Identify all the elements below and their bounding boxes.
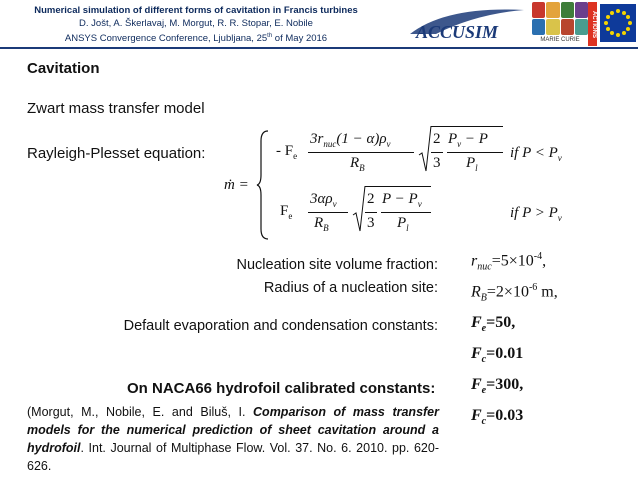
eq-case2-sqrt-bar (365, 186, 431, 187)
header-conference (20, 30, 372, 45)
eq-case2-den-r: R (314, 215, 324, 231)
eq-case2-three: 3 (367, 215, 375, 231)
default-constants-label: Default evaporation and condensation constants: (123, 318, 438, 334)
eq-case1-den-sub: B (359, 163, 365, 173)
portrait-1 (532, 2, 545, 18)
eq-case2-num-sub: v (332, 199, 337, 209)
eu-star-icon (606, 27, 610, 31)
portrait-2 (546, 2, 559, 18)
eu-star-icon (610, 31, 614, 35)
eq-case1-num-a: 3r (310, 131, 324, 147)
eu-star-icon (616, 9, 620, 13)
fe-default-text: =50, (486, 314, 516, 331)
eq-case1-sqrt-rest: − P (461, 131, 488, 147)
header-authors: D. Jošt, A. Škerlavaj, M. Morgut, R. R. Stopar, E. Nobile (79, 18, 313, 29)
rb-sub: B (480, 292, 487, 304)
eq-case2-sqrt-den-p: P (397, 215, 407, 231)
fc-cal-sym: F (471, 407, 482, 424)
rnuc-value (471, 251, 546, 273)
fe-cal-sym: F (471, 376, 482, 393)
rb-text: =2×10 (486, 283, 529, 301)
eq-case2-23-bar (365, 212, 377, 213)
eq-case1-sqrt-den-p: P (466, 155, 476, 171)
eu-star-icon (606, 15, 610, 19)
eu-star-icon (622, 11, 626, 15)
fe-default-sym: F (471, 314, 482, 331)
eq-case2-den-sub: B (323, 223, 329, 233)
eq-case2-two: 2 (367, 191, 375, 207)
model-name: Zwart mass transfer model (27, 100, 205, 117)
portrait-4 (575, 2, 588, 18)
eq-case1-den-r: R (350, 155, 360, 171)
eq-case1-sqrt-den (466, 155, 478, 173)
reference-title: Comparison of mass transfer models for the numerical prediction of sheet cavitation around a hydrofoil (27, 405, 439, 455)
portrait-8 (575, 19, 588, 35)
eq-case1-fe-sub: e (293, 151, 298, 161)
rnuc-exp: -4 (533, 251, 543, 262)
fe-default-value (471, 314, 515, 334)
eq-case2-condition (510, 205, 562, 223)
header-rule (0, 47, 638, 49)
eq-case1-den (350, 155, 365, 173)
rayleigh-plesset-label: Rayleigh-Plesset equation: (27, 145, 206, 162)
portrait-5 (532, 19, 545, 35)
eq-case1-sqrt-fraction-bar (447, 152, 503, 153)
eq-case2-sqrt-den (397, 215, 409, 233)
eq-case1-num (310, 131, 391, 149)
eu-star-icon (616, 33, 620, 37)
eq-case1-fraction-bar (308, 152, 414, 153)
fe-default-sub: e (481, 323, 487, 335)
eq-case2-sqrt-text: P − P (382, 191, 418, 207)
eq-case1-three: 3 (433, 155, 441, 171)
eq-brace (256, 129, 270, 241)
marie-curie-portraits (532, 2, 588, 46)
eq-case2-cond-sub: v (557, 213, 562, 223)
accusim-logo (406, 4, 528, 44)
eq-case2-num (310, 191, 337, 209)
fc-cal-sub: c (481, 416, 487, 428)
fe-calibrated-value (471, 376, 523, 396)
eq-case1-sqrt-num (448, 131, 488, 149)
rnuc-text: =5×10 (491, 252, 534, 270)
eq-case1-f: - F (276, 143, 294, 159)
conference-text: ANSYS Convergence Conference, Ljubljana, 25 (64, 33, 268, 45)
eq-case2-fe-sub: e (288, 211, 293, 221)
eq-case1-sign (276, 143, 297, 161)
eu-star-icon (626, 27, 630, 31)
reference-source: . Int. Journal of Multiphase Flow. Vol. 37. No. 6. 2010. pp. 620-626. (27, 441, 439, 473)
eq-case1-cond-text: if P < P (510, 145, 558, 161)
portrait-6 (546, 19, 559, 35)
reference-citation (27, 403, 439, 475)
eu-star-icon (604, 21, 608, 25)
header-text (20, 4, 372, 45)
eq-case1-23-bar (431, 152, 443, 153)
actions-label: ACTIONS (588, 2, 597, 46)
slide-header (0, 0, 638, 46)
eq-case1-sqrt-den-sub: l (475, 163, 478, 173)
eq-case2-sign (280, 203, 292, 221)
fc-cal-text: =0.03 (486, 407, 524, 424)
fc-default-text: =0.01 (486, 345, 524, 362)
eu-star-icon (610, 11, 614, 15)
eq-case1-sqrt-p: P (448, 131, 458, 147)
eq-case1-sqrt-icon (418, 125, 432, 175)
eq-case2-sqrt-fraction-bar (381, 212, 431, 213)
eq-case1-num-b: (1 − α)ρ (336, 131, 387, 147)
zwart-equation (224, 125, 562, 245)
eq-case1-sqrt-bar (431, 126, 503, 127)
conference-sup: th (267, 33, 273, 39)
eq-case2-fraction-bar (308, 212, 348, 213)
portrait-7 (561, 19, 574, 35)
eq-case1-sqrt-sub: v (457, 139, 462, 149)
fc-default-sub: c (481, 354, 487, 366)
calibrated-constants-label: On NACA66 hydrofoil calibrated constants: (127, 380, 436, 397)
marie-curie-label: MARIE CURIE (540, 37, 580, 43)
eq-case1-two: 2 (433, 131, 441, 147)
eu-flag-icon (600, 4, 636, 42)
fe-cal-text: =300, (486, 376, 524, 393)
eq-case1-num-sub: nuc (323, 139, 337, 149)
rnuc-sym: r (471, 252, 478, 270)
eu-star-icon (626, 15, 630, 19)
fc-default-sym: F (471, 345, 482, 362)
logo-text: ACCUSIM (416, 22, 499, 42)
eq-case1-num-v: v (386, 139, 391, 149)
rnuc-sub: nuc (477, 261, 492, 273)
rb-sym: R (471, 283, 481, 301)
conference-date: of May 2016 (272, 33, 328, 45)
eq-lhs: ṁ = (224, 177, 249, 193)
eq-case1-condition (510, 145, 562, 163)
eq-case2-sqrt-icon (352, 185, 366, 235)
header-title: Numerical simulation of different forms of cavitation in Francis turbines (34, 5, 358, 16)
radius-label: Radius of a nucleation site: (263, 280, 438, 296)
rb-value (471, 282, 558, 304)
portrait-3 (561, 2, 574, 18)
eq-case2-f: F (280, 203, 289, 219)
reference-authors: (Morgut, M., Nobile, E. and Biluš, I. (27, 405, 254, 419)
eq-case2-sqrt-den-sub: l (406, 223, 409, 233)
eq-case2-sqrt-sub: v (417, 199, 422, 209)
fe-cal-sub: e (481, 385, 487, 397)
eq-case2-num-a: 3αρ (310, 191, 333, 207)
rb-tail: m, (537, 283, 558, 301)
eu-star-icon (628, 21, 632, 25)
eq-case2-cond-text: if P > P (510, 205, 558, 221)
section-title: Cavitation (27, 60, 100, 77)
fc-calibrated-value (471, 407, 523, 427)
rnuc-tail: , (542, 252, 547, 270)
eu-star-icon (622, 31, 626, 35)
nucleation-label: Nucleation site volume fraction: (236, 257, 438, 273)
fc-default-value (471, 345, 523, 365)
eq-case1-cond-sub: v (557, 153, 562, 163)
eq-case2-den (314, 215, 329, 233)
eq-case2-sqrt-num (382, 191, 422, 209)
rb-exp: -6 (528, 282, 538, 293)
